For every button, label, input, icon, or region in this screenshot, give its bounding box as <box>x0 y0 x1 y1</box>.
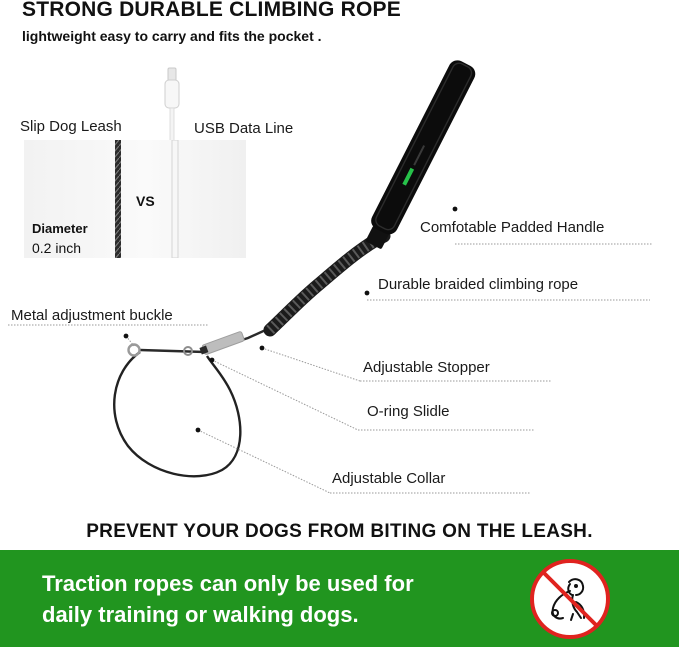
diameter-value: 0.2 inch <box>32 240 82 256</box>
callout-buckle: Metal adjustment buckle <box>11 307 173 324</box>
vs-label: VS <box>136 193 155 209</box>
banner-message <box>42 568 414 630</box>
diameter-label: Diameter <box>32 221 88 236</box>
callout-handle: Comfotable Padded Handle <box>420 219 605 236</box>
slip-leash-label: Slip Dog Leash <box>20 118 122 135</box>
adjustable-stopper <box>199 331 245 356</box>
page-subtitle: lightweight easy to carry and fits the pocket . <box>22 28 322 44</box>
callout-oring: O-ring Slidle <box>367 403 450 420</box>
callout-stopper: Adjustable Stopper <box>363 359 490 376</box>
callout-rope: Durable braided climbing rope <box>378 276 579 293</box>
banner-line-1: Traction ropes can only be used for <box>42 571 414 596</box>
metal-ring <box>129 345 140 356</box>
no-biting-dog-icon <box>529 558 611 640</box>
banner-line-2: daily training or walking dogs. <box>42 602 359 627</box>
collar-loop <box>114 352 240 476</box>
page-title: STRONG DURABLE CLIMBING ROPE <box>22 0 401 21</box>
banner-headline: PREVENT YOUR DOGS FROM BITING ON THE LEASH. <box>86 521 593 542</box>
usb-line-label: USB Data Line <box>194 120 294 137</box>
callout-collar: Adjustable Collar <box>332 470 446 487</box>
